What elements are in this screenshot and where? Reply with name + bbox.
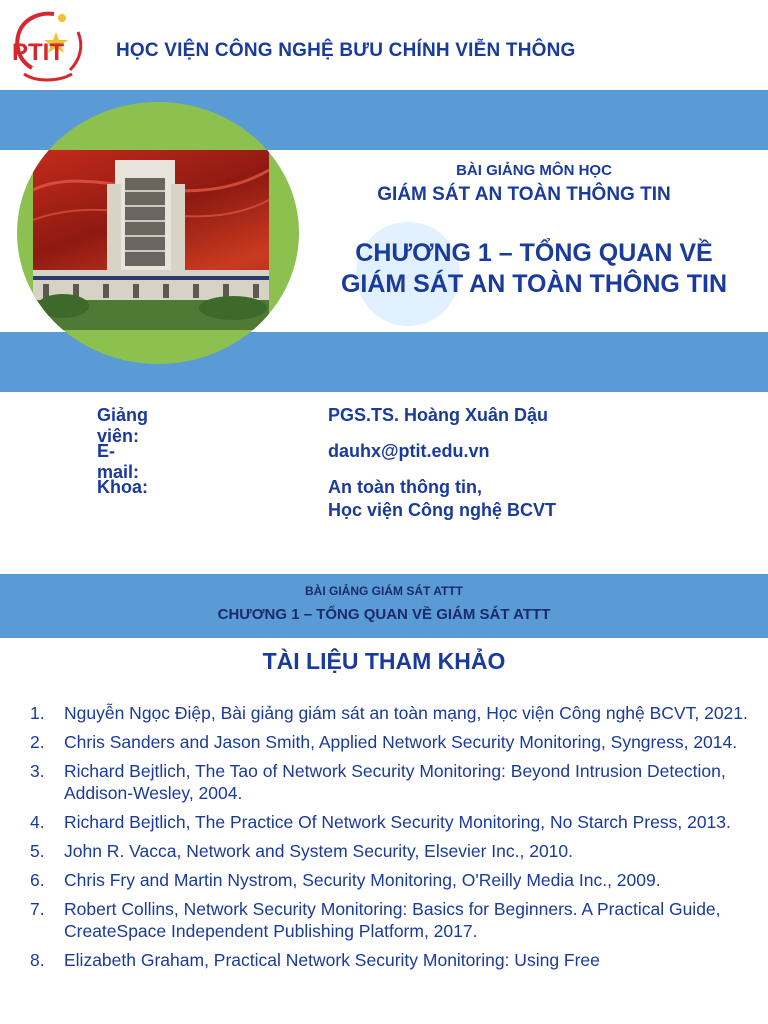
logo-text: PTIT (12, 39, 64, 66)
reference-number: 5. (30, 841, 45, 861)
course-subtitle: BÀI GIẢNG MÔN HỌC (456, 162, 612, 179)
email-label: E-mail: (97, 441, 140, 482)
references-list (30, 702, 750, 978)
reference-text: Chris Fry and Martin Nystrom, Security Monitoring, O'Reilly Media Inc., 2009. (64, 870, 661, 890)
chapter-title-line1: CHƯƠNG 1 – TỔNG QUAN VỀ (355, 239, 713, 267)
reference-number: 7. (30, 899, 45, 919)
reference-item (30, 869, 750, 891)
reference-number: 4. (30, 812, 45, 832)
reference-text: John R. Vacca, Network and System Security, Elsevier Inc., 2010. (64, 841, 574, 861)
faculty-value-line2: Học viện Công nghệ BCVT (328, 500, 557, 520)
reference-text: Nguyễn Ngọc Điệp, Bài giảng giám sát an toàn mạng, Học viện Công nghệ BCVT, 2021. (64, 703, 748, 723)
reference-item (30, 811, 750, 833)
reference-text: Robert Collins, Network Security Monitoring: Basics for Beginners. A Practical Guide, CreateSpace Independent Publishing Platform, 2017. (64, 899, 721, 941)
references-title: TÀI LIỆU THAM KHẢO (262, 648, 506, 674)
reference-number: 2. (30, 732, 45, 752)
reference-item (30, 949, 750, 971)
faculty-value (328, 477, 556, 521)
reference-item (30, 840, 750, 862)
institute-name: HỌC VIỆN CÔNG NGHỆ BƯU CHÍNH VIỄN THÔNG (116, 40, 576, 61)
reference-number: 1. (30, 703, 45, 723)
reference-text: Richard Bejtlich, The Practice Of Network Security Monitoring, No Starch Press, 2013. (64, 812, 731, 832)
chapter-title-line2: GIÁM SÁT AN TOÀN THÔNG TIN (340, 270, 728, 298)
ptit-logo (10, 8, 92, 84)
reference-item (30, 731, 750, 753)
reference-text: Richard Bejtlich, The Tao of Network Security Monitoring: Beyond Intrusion Detection, Addison-Wesley, 2004. (64, 761, 726, 803)
reference-item (30, 898, 750, 942)
campus-photo-circle (17, 102, 299, 364)
slide-header-chapter: CHƯƠNG 1 – TỔNG QUAN VỀ GIÁM SÁT ATTT (217, 606, 551, 623)
reference-item (30, 702, 750, 724)
reference-number: 3. (30, 761, 45, 781)
references-slide (0, 574, 768, 1024)
course-name: GIÁM SÁT AN TOÀN THÔNG TIN (377, 184, 671, 205)
faculty-value-line1: An toàn thông tin, (328, 477, 482, 497)
slide-header-course: BÀI GIẢNG GIÁM SÁT ATTT (305, 584, 463, 598)
faculty-label: Khoa: (97, 477, 148, 497)
email-value[interactable]: dauhx@ptit.edu.vn (328, 441, 490, 461)
ptit-logo-icon (10, 8, 92, 84)
reference-number: 6. (30, 870, 45, 890)
campus-building-image (33, 150, 269, 330)
reference-text: Chris Sanders and Jason Smith, Applied Network Security Monitoring, Syngress, 2014. (64, 732, 738, 752)
chapter-title (300, 238, 768, 300)
reference-number: 8. (30, 950, 45, 970)
reference-item (30, 760, 750, 804)
lecturer-value: PGS.TS. Hoàng Xuân Dậu (328, 405, 549, 425)
slide-header-band (0, 574, 768, 638)
lecturer-label: Giảng viên: (97, 405, 149, 446)
reference-text: Elizabeth Graham, Practical Network Security Monitoring: Using Free (64, 950, 600, 970)
building-icon (33, 150, 269, 330)
